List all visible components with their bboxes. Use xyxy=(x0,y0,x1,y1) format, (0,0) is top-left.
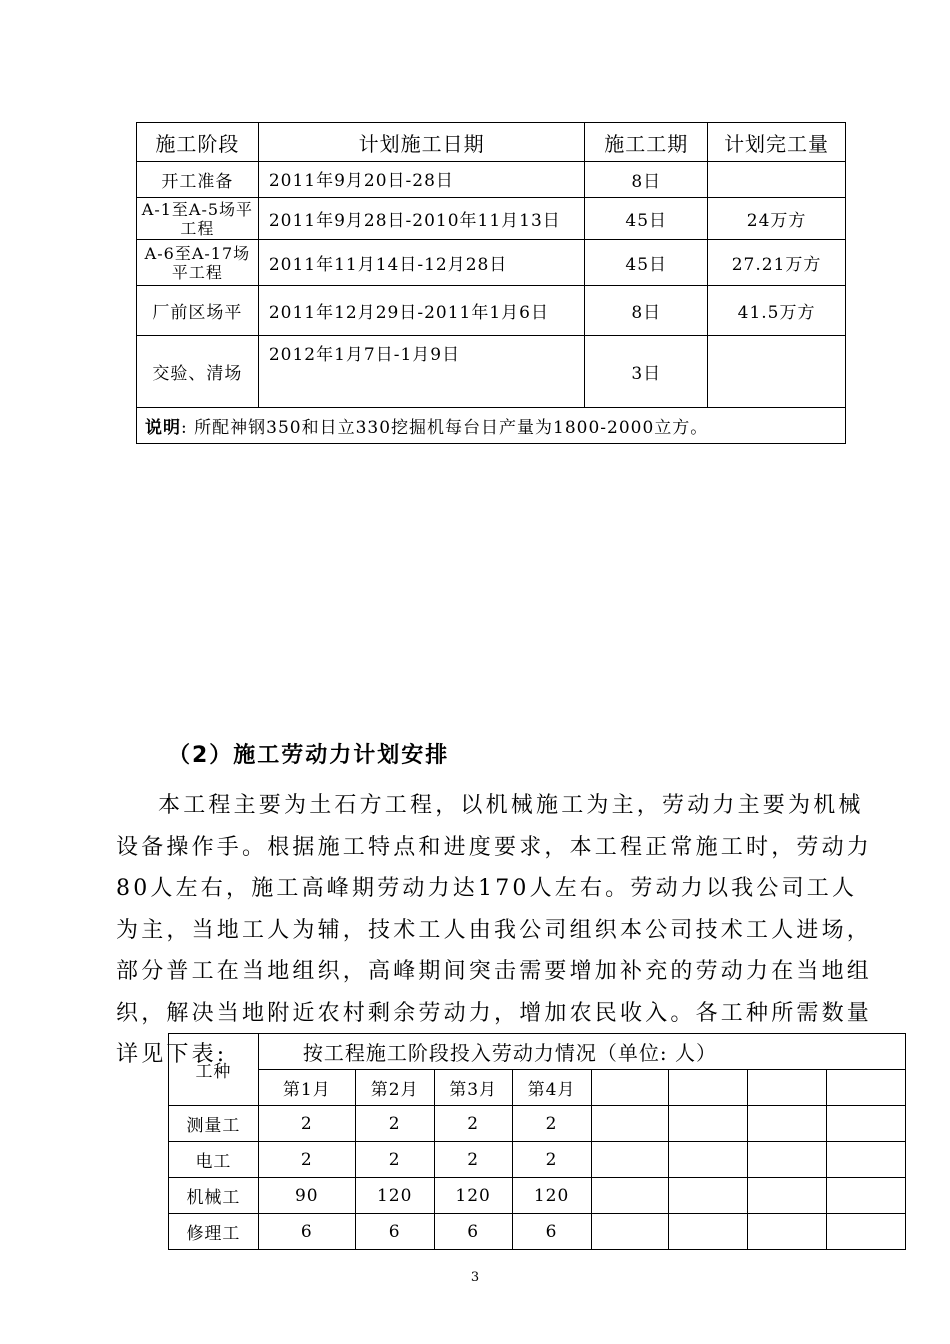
value-cell: 2 xyxy=(512,1106,591,1142)
date-cell: 2011年9月20日-28日 xyxy=(258,162,585,198)
value-cell: 2 xyxy=(355,1142,434,1178)
labor-table xyxy=(168,1033,906,1250)
empty-cell xyxy=(591,1142,669,1178)
trade-cell: 测量工 xyxy=(169,1106,259,1142)
page-number: 3 xyxy=(470,1270,480,1285)
value-cell: 2 xyxy=(512,1142,591,1178)
amount-cell xyxy=(708,162,846,198)
empty-cell xyxy=(748,1214,827,1250)
value-cell: 2 xyxy=(258,1106,355,1142)
value-cell: 120 xyxy=(512,1178,591,1214)
value-cell: 2 xyxy=(434,1142,512,1178)
empty-cell xyxy=(591,1214,669,1250)
note-row xyxy=(137,408,846,444)
month-header: 第1月 xyxy=(258,1070,355,1106)
value-cell: 2 xyxy=(355,1106,434,1142)
amount-cell: 41.5万方 xyxy=(708,286,846,336)
value-cell: 6 xyxy=(512,1214,591,1250)
schedule-table xyxy=(136,122,846,444)
value-cell: 2 xyxy=(434,1106,512,1142)
table-row xyxy=(137,162,846,198)
empty-cell xyxy=(669,1070,748,1106)
table-row xyxy=(169,1178,906,1214)
trade-cell: 机械工 xyxy=(169,1178,259,1214)
value-cell: 2 xyxy=(258,1142,355,1178)
value-cell: 90 xyxy=(258,1178,355,1214)
table-row xyxy=(169,1106,906,1142)
table-row xyxy=(169,1142,906,1178)
month-header: 第2月 xyxy=(355,1070,434,1106)
value-cell: 120 xyxy=(434,1178,512,1214)
amount-cell: 24万方 xyxy=(708,198,846,240)
header-stage: 施工阶段 xyxy=(137,123,259,162)
note-text: : 所配神钢350和日立330挖掘机每台日产量为1800-2000立方。 xyxy=(181,418,709,438)
schedule-header-row xyxy=(137,123,846,162)
table-row xyxy=(137,198,846,240)
duration-cell: 45日 xyxy=(585,198,708,240)
month-header-row xyxy=(169,1070,906,1106)
paragraph-text: 本工程主要为土石方工程，以机械施工为主，劳动力主要为机械设备操作手。根据施工特点和进度要求，本工程正常施工时，劳动力80人左右，施工高峰期劳动力达170人左右。劳动力以我公司工人为主，当地工人为辅，技术工人由我公司组织本公司技术工人进场，部分普工在当地组织，高峰期间突击需要增加补充的劳动力在当地组织，解决当地附近农村剩余劳动力，增加农民收入。各工种所需数量详见下表: xyxy=(116,793,873,1067)
body-paragraph xyxy=(116,785,876,1076)
trade-header: 工种 xyxy=(169,1034,259,1106)
duration-cell: 8日 xyxy=(585,286,708,336)
amount-cell xyxy=(708,336,846,408)
table-row xyxy=(137,240,846,286)
date-cell: 2012年1月7日-1月9日 xyxy=(258,336,585,408)
trade-cell: 修理工 xyxy=(169,1214,259,1250)
note-cell xyxy=(137,408,846,444)
value-cell: 6 xyxy=(355,1214,434,1250)
empty-cell xyxy=(669,1178,748,1214)
header-date: 计划施工日期 xyxy=(258,123,585,162)
table-row xyxy=(137,286,846,336)
date-cell: 2011年12月29日-2011年1月6日 xyxy=(258,286,585,336)
empty-cell xyxy=(748,1142,827,1178)
section-title: （2）施工劳动力计划安排 xyxy=(168,743,450,768)
table-row xyxy=(137,336,846,408)
date-cell: 2011年11月14日-12月28日 xyxy=(258,240,585,286)
header-amount: 计划完工量 xyxy=(708,123,846,162)
labor-table-title: 按工程施工阶段投入劳动力情况（单位: 人） xyxy=(258,1034,905,1070)
value-cell: 120 xyxy=(355,1178,434,1214)
empty-cell xyxy=(827,1142,906,1178)
duration-cell: 45日 xyxy=(585,240,708,286)
empty-cell xyxy=(669,1214,748,1250)
header-duration: 施工工期 xyxy=(585,123,708,162)
empty-cell xyxy=(827,1178,906,1214)
empty-cell xyxy=(591,1178,669,1214)
value-cell: 6 xyxy=(434,1214,512,1250)
stage-cell: 开工准备 xyxy=(137,162,259,198)
empty-cell xyxy=(748,1178,827,1214)
month-header: 第3月 xyxy=(434,1070,512,1106)
date-cell: 2011年9月28日-2010年11月13日 xyxy=(258,198,585,240)
note-label: 说明 xyxy=(145,418,181,438)
empty-cell xyxy=(669,1142,748,1178)
empty-cell xyxy=(591,1070,669,1106)
empty-cell xyxy=(591,1106,669,1142)
labor-title-row xyxy=(169,1034,906,1070)
stage-cell: 厂前区场平 xyxy=(137,286,259,336)
trade-cell: 电工 xyxy=(169,1142,259,1178)
empty-cell xyxy=(827,1214,906,1250)
value-cell: 6 xyxy=(258,1214,355,1250)
amount-cell: 27.21万方 xyxy=(708,240,846,286)
month-header: 第4月 xyxy=(512,1070,591,1106)
stage-cell: 交验、清场 xyxy=(137,336,259,408)
empty-cell xyxy=(827,1070,906,1106)
stage-cell: A-1至A-5场平工程 xyxy=(137,198,259,240)
duration-cell: 8日 xyxy=(585,162,708,198)
empty-cell xyxy=(669,1106,748,1142)
empty-cell xyxy=(827,1106,906,1142)
duration-cell: 3日 xyxy=(585,336,708,408)
stage-cell: A-6至A-17场平工程 xyxy=(137,240,259,286)
empty-cell xyxy=(748,1070,827,1106)
table-row xyxy=(169,1214,906,1250)
empty-cell xyxy=(748,1106,827,1142)
